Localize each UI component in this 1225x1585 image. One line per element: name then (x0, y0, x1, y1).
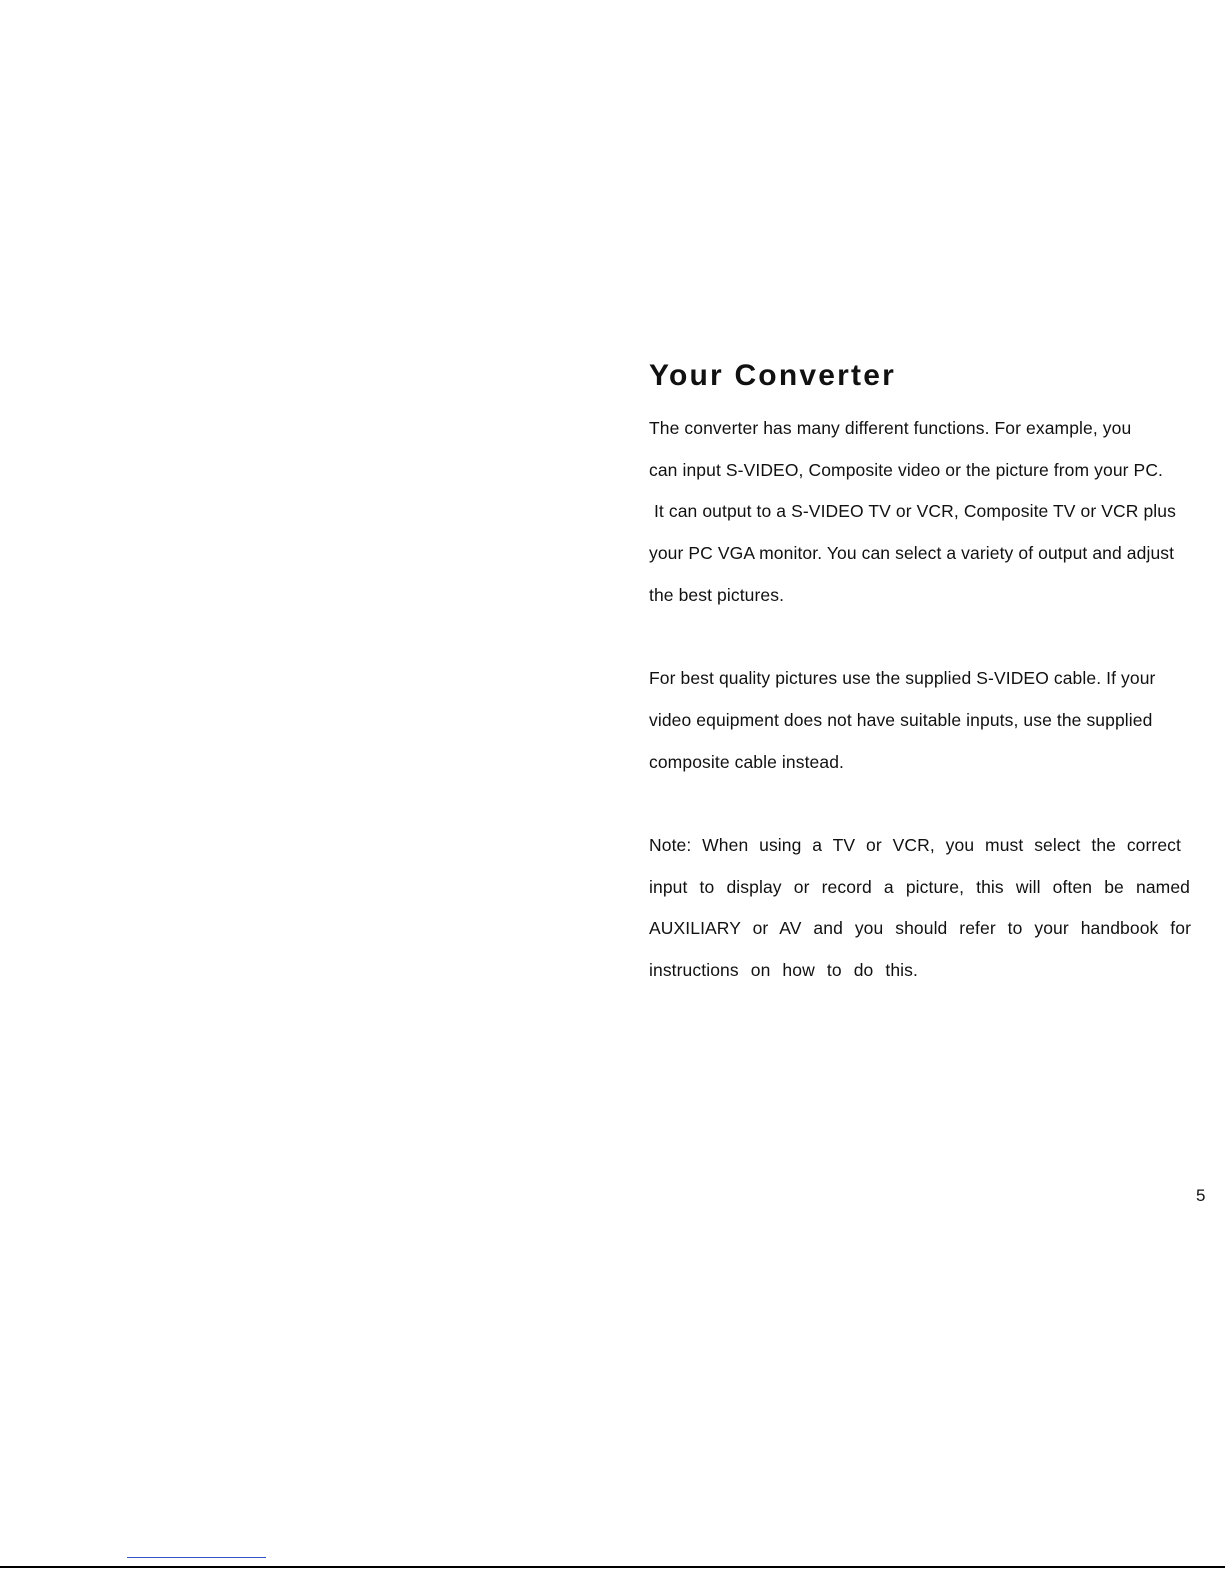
page-number: 5 (1196, 1186, 1206, 1205)
text-line: Note: When using a TV or VCR, you must select the correct (649, 834, 1181, 855)
text-line: can input S-VIDEO, Composite video or the picture from your PC. (649, 459, 1164, 480)
scan-mark (127, 1557, 266, 1558)
text-line: The converter has many different functions. For example, you (649, 418, 1132, 438)
text-line: composite cable instead. (649, 751, 845, 772)
text-line: It can output to a S-VIDEO TV or VCR, Composite TV or VCR plus (649, 501, 1176, 522)
paragraph-functions (649, 408, 1214, 616)
text-line: input to display or record a picture, this will often be named (649, 876, 1190, 897)
text-line: your PC VGA monitor. You can select a variety of output and adjust (649, 543, 1175, 564)
text-line: video equipment does not have suitable inputs, use the supplied (649, 709, 1153, 730)
text-line: the best pictures. (649, 584, 785, 605)
paragraph-cable (649, 658, 1214, 783)
text-line: instructions on how to do this. (649, 959, 918, 980)
page-title: Your Converter (649, 359, 896, 392)
paragraph-note (649, 825, 1214, 992)
text-line: For best quality pictures use the supplied S-VIDEO cable. If your (649, 668, 1156, 689)
text-line: AUXILIARY or AV and you should refer to your handbook for (649, 918, 1191, 939)
bottom-rule (0, 1566, 1225, 1568)
page-content (649, 356, 1214, 992)
